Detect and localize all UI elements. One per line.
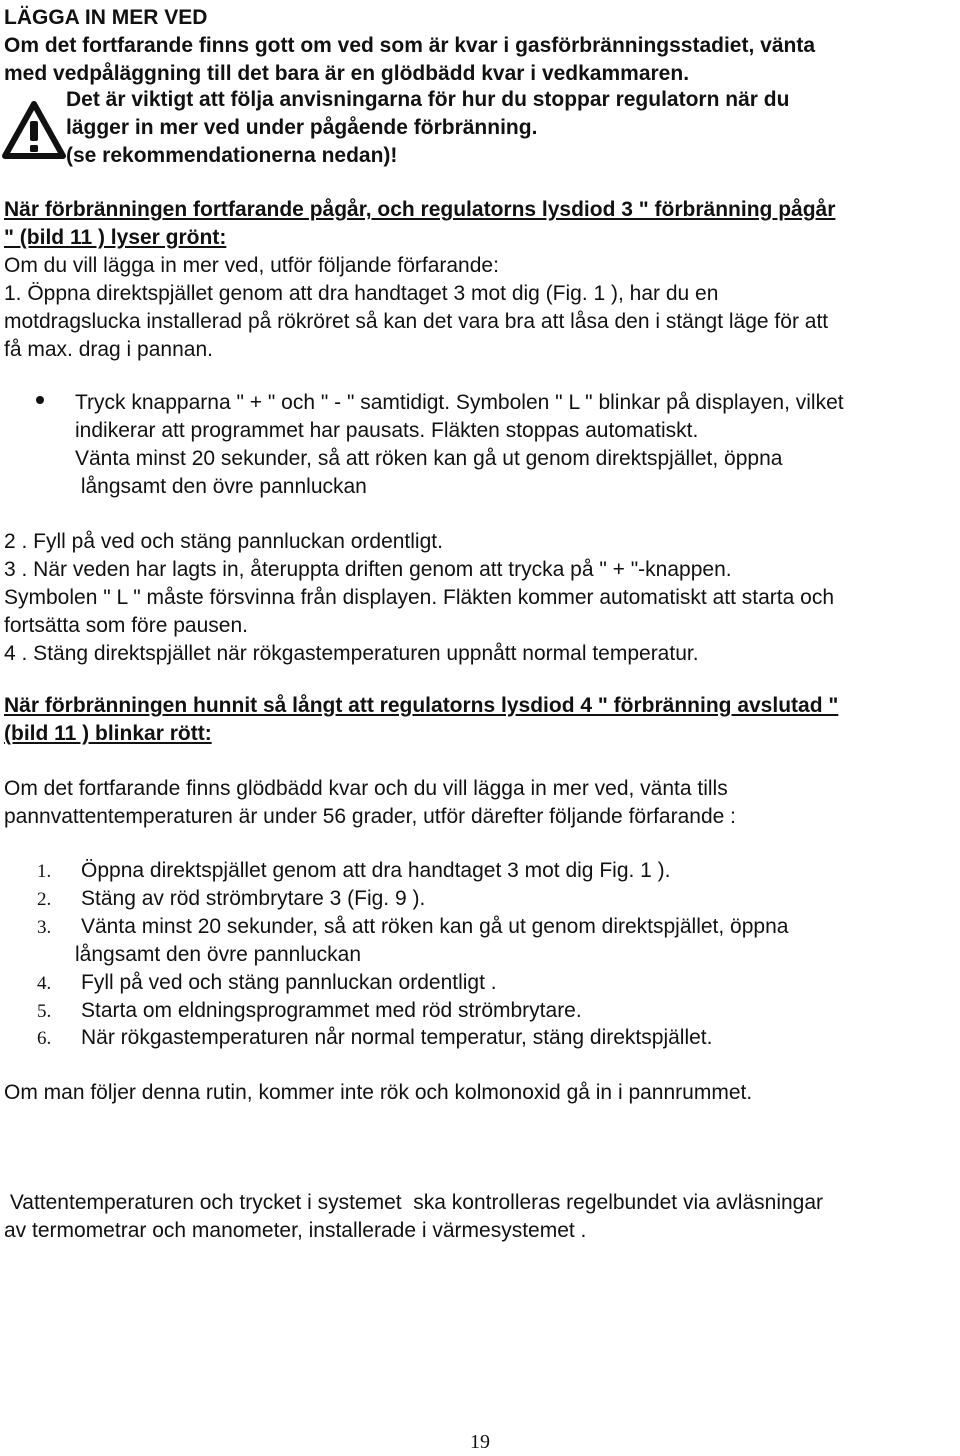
step-3: 3 . När veden har lagts in, återuppta driften genom att trycka på " + "-knappen. [4,558,732,581]
step-1-cont: få max. drag i pannan. [4,338,213,361]
step-3-cont: Symbolen " L " måste försvinna från displayen. Fläkten kommer automatiskt att starta och [4,586,834,609]
list-item-cont: långsamt den övre pannluckan [75,943,362,966]
list-item: Öppna direktspjället genom att dra handtaget 3 mot dig Fig. 1 ). [81,859,671,882]
intro-line: Om det fortfarande finns gott om ved som är kvar i gasförbränningsstadiet, vänta [4,34,815,57]
step-1-cont: motdragslucka installerad på rökröret så kan det vara bra att låsa den i stängt läge för att [4,310,829,333]
list-number: 3. [37,917,52,938]
warning-triangle-icon [2,101,66,161]
section2-lead: Om det fortfarande finns glödbädd kvar och du vill lägga in mer ved, vänta tills pannvattentemperaturen är under 56 grader, utför därefter följande förfarande : [4,777,736,828]
list-item: Stäng av röd strömbrytare 3 (Fig. 9 ). [81,887,426,910]
section2-heading: När förbränningen hunnit så långt att regulatorns lysdiod 4 " förbränning avslutad " (bild 11 ) blinkar rött: [4,694,839,745]
step-2: 2 . Fyll på ved och stäng pannluckan ordentligt. [4,530,443,553]
list-item: Starta om eldningsprogrammet med röd strömbrytare. [81,999,582,1022]
section1-body [4,252,956,364]
section1-lead: Om du vill lägga in mer ved, utför följande förfarande: [4,254,499,277]
list-item: När rökgastemperaturen når normal temperatur, stäng direktspjället. [81,1026,713,1049]
warning-line: lägger in mer ved under pågående förbränning. [66,116,538,139]
footer-note: Vattentemperaturen och trycket i systemet ska kontrolleras regelbundet via avläsningar av termometrar och manometer, installerade i värmesystemet . [4,1191,824,1242]
warning-line: Det är viktigt att följa anvisningarna för hur du stoppar regulatorn när du [66,88,790,111]
step-1: 1. Öppna direktspjället genom att dra handtaget 3 mot dig (Fig. 1 ), har du en [4,282,719,305]
step-4: 4 . Stäng direktspjället när rökgastemperaturen uppnått normal temperatur. [4,642,699,665]
section1-steps [4,528,956,668]
closing-line: Om man följer denna rutin, kommer inte rök och kolmonoxid gå in i pannrummet. [4,1081,753,1104]
warning-line: (se rekommendationerna nedan)! [66,144,398,167]
section-title: LÄGGA IN MER VED [4,6,208,29]
intro-line: med vedpåläggning till det bara är en glödbädd kvar i vedkammaren. [4,62,690,85]
list-number: 5. [37,1001,52,1022]
page-number: 19 [470,1431,490,1453]
list-number: 1. [37,861,52,882]
list-item: Fyll på ved och stäng pannluckan ordentligt . [81,971,497,994]
bullet-icon [36,396,44,404]
intro-block [4,4,956,88]
list-number: 2. [37,889,52,910]
step-3-cont: fortsätta som före pausen. [4,614,248,637]
section1-heading: När förbränningen fortfarande pågår, och regulatorns lysdiod 3 " förbränning pågår " (bild 11 ) lyser grönt: [4,198,836,249]
list-item: Vänta minst 20 sekunder, så att röken kan gå ut genom direktspjället, öppna [81,915,789,938]
warning-block [66,86,946,170]
list-number: 6. [37,1028,52,1049]
bullet-item: Tryck knapparna " + " och " - " samtidigt. Symbolen " L " blinkar på displayen, vilket indikerar att programmet har pausats. Fläkten stoppas automatiskt. Vänta minst 20 sekunder, så att röken kan gå ut genom direktspjället, öppna långsamt den övre pannluckan [75,391,844,498]
list-number: 4. [37,973,52,994]
